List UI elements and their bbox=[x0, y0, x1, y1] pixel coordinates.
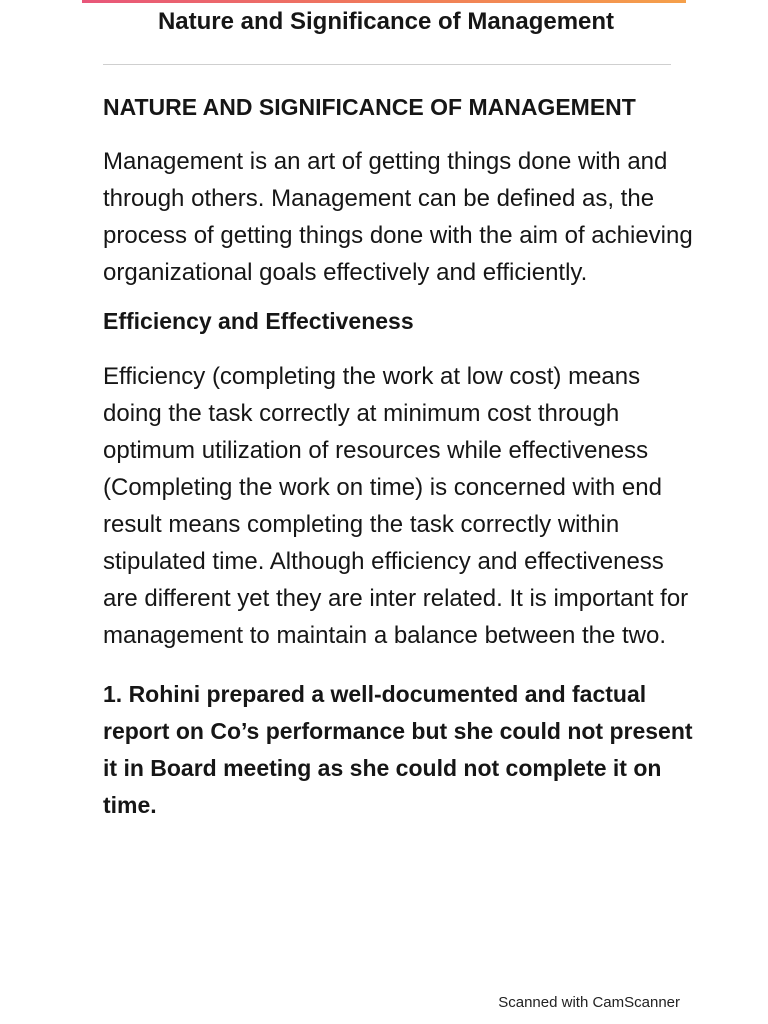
body-paragraph: Efficiency (completing the work at low cost) means doing the task correctly at minimum cost through optimum utilization of resources while effectiveness (Completing the work on time) is concerned with end result means completing the task correctly within stipulated time. Although efficiency and effectiveness are different yet they are inter related. It is important for management to maintain a balance between the two. bbox=[103, 363, 689, 649]
article-content bbox=[103, 88, 693, 824]
top-accent-bar bbox=[82, 0, 686, 3]
title-divider bbox=[103, 64, 671, 65]
scanner-watermark: Scanned with CamScanner bbox=[498, 994, 680, 1011]
page-title: Nature and Significance of Management bbox=[157, 8, 615, 35]
question-text: 1. Rohini prepared a well-documented and factual report on Co’s performance but she could not present it in Board meeting as she could not complete it on time. bbox=[103, 681, 693, 818]
subheading: Efficiency and Effectiveness bbox=[103, 308, 414, 334]
intro-paragraph: Management is an art of getting things done with and through others. Management can be defined as, the process of getting things done with the aim of achieving organizational goals effectively and efficiently. bbox=[103, 148, 693, 286]
section-heading: NATURE AND SIGNIFICANCE OF MANAGEMENT bbox=[103, 94, 636, 120]
